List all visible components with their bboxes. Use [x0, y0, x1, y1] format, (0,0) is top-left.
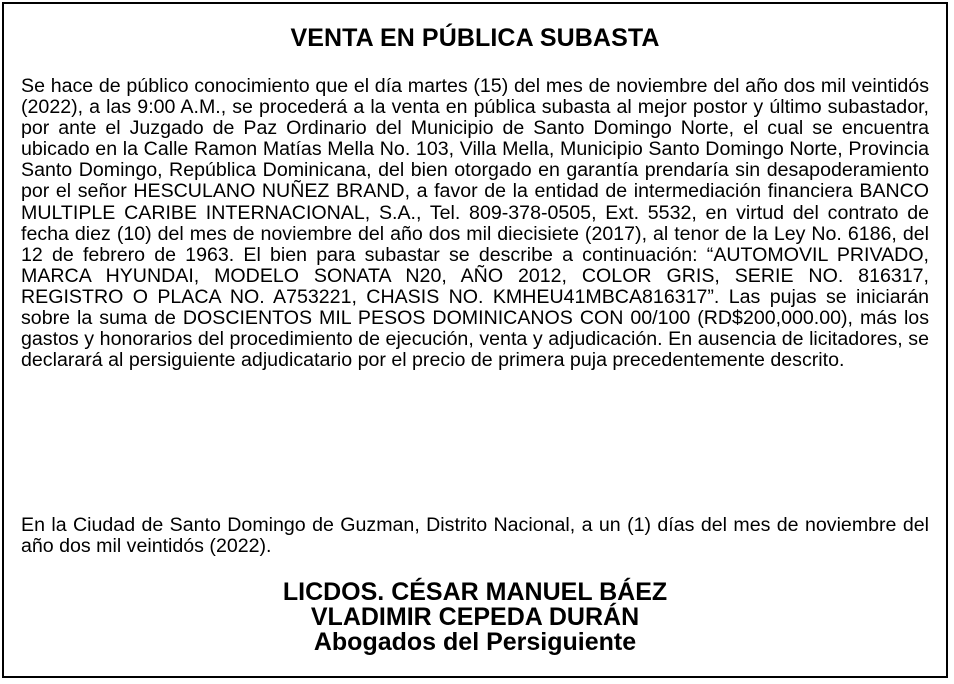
signature-attorneys-line2: VLADIMIR CEPEDA DURÁN: [310, 603, 640, 631]
legal-notice: [2, 2, 948, 678]
signature-attorneys-line1: LICDOS. CÉSAR MANUEL BÁEZ: [282, 578, 668, 606]
signature-role: Abogados del Persiguiente: [313, 628, 637, 656]
notice-body-paragraph: Se hace de público conocimiento que el día martes (15) del mes de noviembre del año dos mil veintidós (2022), a las 9:00 A.M., se procederá a la venta en pública subasta al mejor postor y último subastador, por ante el Juzgado de Paz Ordinario del Municipio de Santo Domingo Norte, el cual se encuentra ubicado en la Calle Ramon Matías Mella No. 103, Villa Mella, Municipio Santo Domingo Norte, Provincia Santo Domingo, República Dominicana, del bien otorgado en garantía prendaría sin desapoderamiento por el señor HESCULANO NUÑEZ BRAND, a favor de la entidad de intermediación financiera BANCO MULTIPLE CARIBE INTERNACIONAL, S.A., Tel. 809-378-0505, Ext. 5532, en virtud del contrato de fecha diez (10) del mes de noviembre del año dos mil diecisiete (2017), al tenor de la Ley No. 6186, del 12 de febrero de 1963. El bien para subastar se describe a continuación: “AUTOMOVIL PRIVADO, MARCA HYUNDAI, MODELO SONATA N20, AÑO 2012, COLOR GRIS, SERIE NO. 816317, REGISTRO O PLACA NO. A753221, CHASIS NO. KMHEU41MBCA816317”. Las pujas se iniciarán sobre la suma de DOSCIENTOS MIL PESOS DOMINICANOS CON 00/100 (RD$200,000.00), más los gastos y honorarios del procedimiento de ejecución, venta y adjudicación. En ausencia de licitadores, se declarará al persiguiente adjudicatario por el precio de primera puja precedentemente descrito.: [21, 75, 929, 372]
notice-title: VENTA EN PÚBLICA SUBASTA: [290, 24, 660, 52]
notice-date-paragraph: En la Ciudad de Santo Domingo de Guzman, Distrito Nacional, a un (1) días del mes de noviembre del año dos mil veintidós (2022).: [21, 514, 929, 558]
signature-block: [4, 580, 946, 655]
